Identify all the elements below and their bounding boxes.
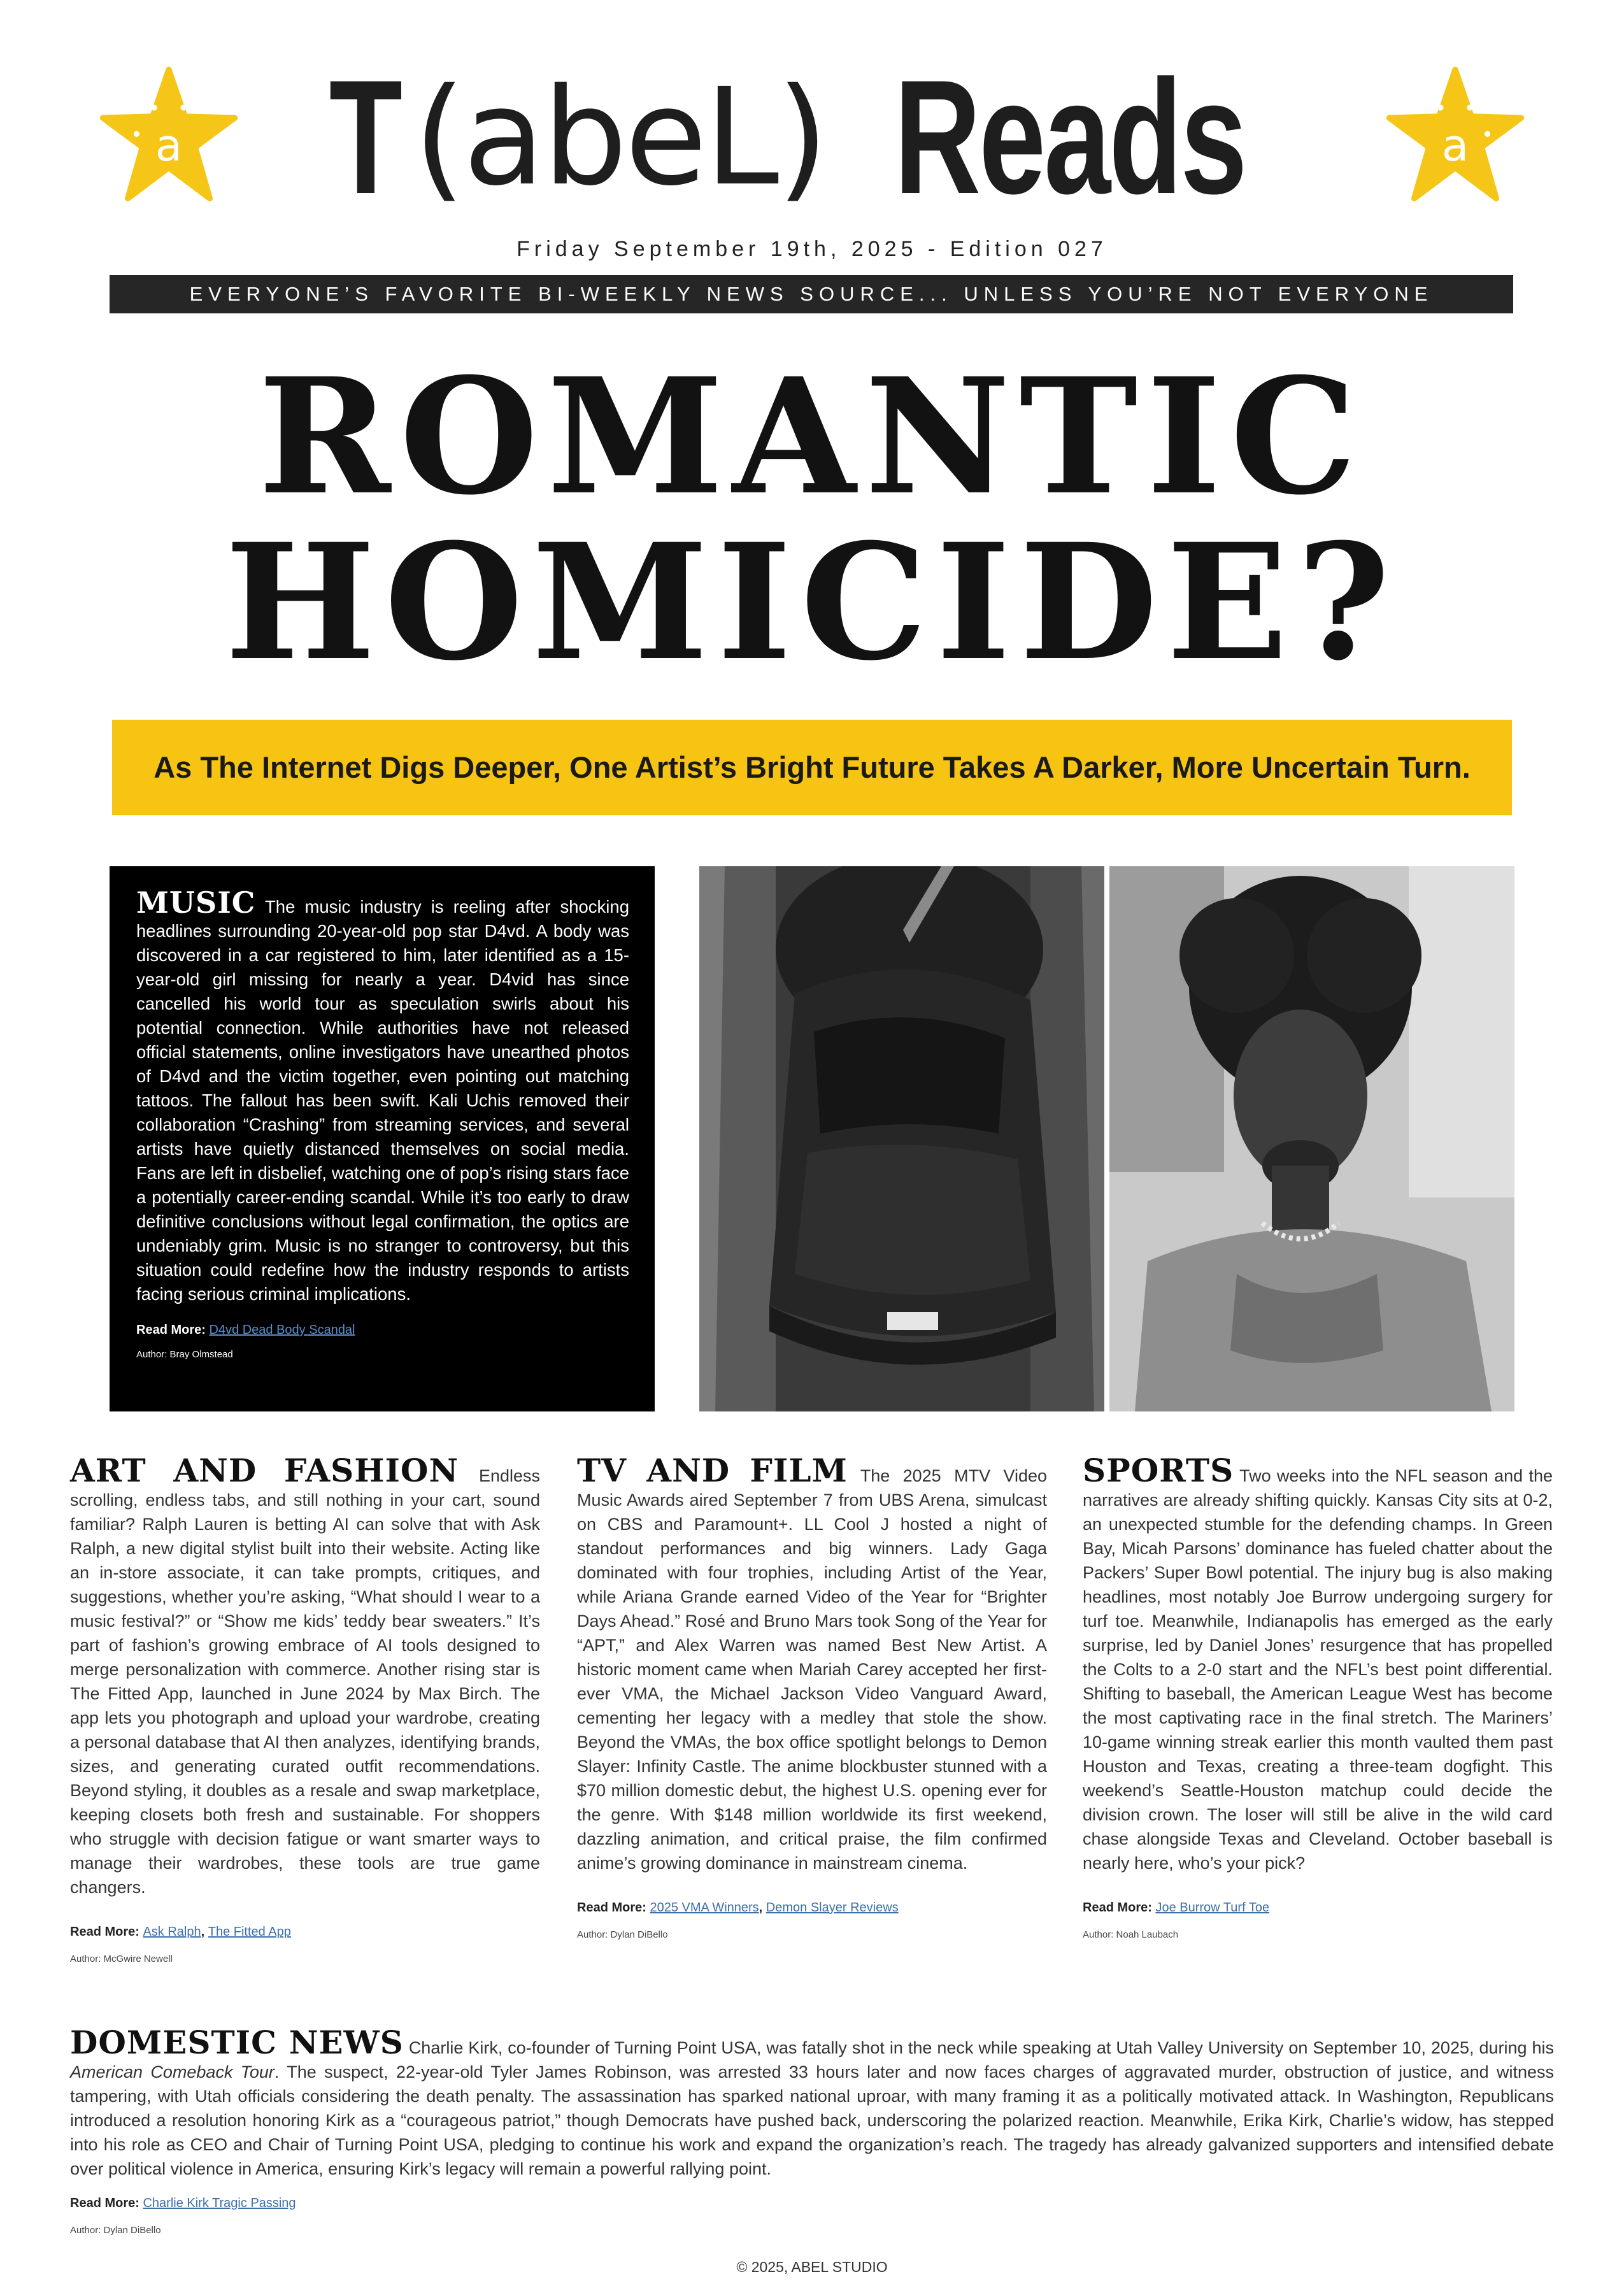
edition-date: Friday September 19th, 2025 - Edition 027 — [516, 237, 1108, 261]
tv-film-article — [577, 1452, 1048, 1940]
car-photo — [699, 866, 1104, 1411]
section-heading-music: MUSIC — [136, 885, 256, 920]
sports-author: Author: Noah Laubach — [1083, 1929, 1179, 1940]
art-fashion-article — [70, 1452, 540, 1964]
sports-article — [1083, 1452, 1553, 1940]
domestic-read-more — [70, 2196, 1554, 2211]
domestic-body-start: Charlie Kirk, co-founder of Turning Point USA, was fatally shot in the neck while speaking at Utah Valley University on September 10, 2025, during his — [408, 2038, 1554, 2057]
star-letter: a — [155, 120, 183, 171]
tv-film-author: Author: Dylan DiBello — [577, 1929, 668, 1940]
music-read-more — [136, 1323, 629, 1338]
link-d4vd-scandal[interactable]: D4vd Dead Body Scandal — [209, 1323, 355, 1337]
sports-body: Two weeks into the NFL season and the narratives are already shifting quickly. Kansas City sits at 0-2, an unexpected stumble for the defending champs. In Green Bay, Micah Parsons’ dominance has fueled chatter about the Packers’ Super Bowl potential. The injury bug is also making headlines, most notably Joe Burrow undergoing surgery for turf toe. Meanwhile, Indianapolis has emerged as the early surprise, led by Daniel Jones’ resurgence that has propelled the Colts to a 2-0 start and the NFL’s best point differential. Shifting to baseball, the American League West has become the most captivating race in the final stretch. The Mariners’ 10-game winning streak earlier this month vaulted them past Houston and Texas, creating a three-team dogfight. This weekend’s Seattle-Houston matchup could decide the division crown. The loser will still be alive in the wild card chase alongside Texas and Cleveland. October baseball is nearly here, who’s your pick? — [1083, 1466, 1553, 1873]
music-article — [110, 866, 655, 1411]
section-heading-domestic: DOMESTIC NEWS — [70, 2024, 404, 2061]
sports-text — [1083, 1452, 1553, 1875]
tv-film-body: The 2025 MTV Video Music Awards aired September 7 from UBS Arena, simulcast on CBS and Paramount+. LL Cool J hosted a night of standout performances and big winners. Lady Gaga dominated with four trophies, including Artist of the Year, while Ariana Grande earned Video of the Year for “Brighter Days Ahead.” Rosé and Bruno Mars took Song of the Year for “APT,” and Alex Warren was named Best New Artist. A historic moment came when Mariah Carey accepted her first-ever VMA, the Michael Jackson Video Vanguard Award, cementing her legacy with a medley that stole the show. Beyond the VMAs, the box office spotlight belongs to Demon Slayer: Infinity Castle. The anime blockbuster stunned with a $70 million domestic debut, the highest U.S. opening ever for the genre. With $148 million worldwide its first weekend, dazzling animation, and critical praise, the film confirmed anime’s growing dominance in mainstream cinema. — [577, 1466, 1048, 1873]
music-author: Author: Bray Olmstead — [136, 1349, 233, 1360]
art-fashion-read-more: Read More: Ask Ralph, The Fitted App — [70, 1925, 291, 1939]
tv-film-read-more: Read More: 2025 VMA Winners, Demon Slayer Reviews — [577, 1901, 899, 1915]
link-ask-ralph[interactable]: Ask Ralph — [143, 1925, 201, 1939]
masthead-title-right: Reads — [894, 46, 1246, 228]
star-letter: a — [1441, 120, 1469, 171]
read-more-label: Read More: — [577, 1901, 646, 1915]
link-joe-burrow[interactable]: Joe Burrow Turf Toe — [1155, 1901, 1270, 1915]
music-body: The music industry is reeling after shocking headlines surrounding 20-year-old pop star D4vd. A body was discovered in a car registered to him, later identified as a 15-year-old girl missing for nearly a year. D4vid has since cancelled his world tour as speculation swirls about his potential connection. While authorities have not released official statements, online investigators have unearthed photos of D4vd and the victim together, even pointing out matching tattoos. The fallout has been swift. Kali Uchis removed their collaboration “Crashing” from streaming services, and several artists have quietly distanced themselves on social media. Fans are left in disbelief, watching one of pop’s rising stars face a potentially career-ending scandal. While it’s too early to draw definitive conclusions without legal confirmation, the optics are undeniably grim. Music is no stranger to controversy, but this situation could redefine how the industry responds to artists facing serious criminal implications. — [136, 897, 629, 1304]
link-fitted-app[interactable]: The Fitted App — [208, 1925, 291, 1939]
link-vma-winners[interactable]: 2025 VMA Winners — [650, 1901, 759, 1915]
read-more-label: Read More: — [70, 2196, 139, 2210]
read-more-label: Read More: — [1083, 1901, 1152, 1915]
headline-line-1: ROMANTIC — [258, 343, 1366, 530]
music-article-text — [136, 885, 629, 1306]
domestic-author: Author: Dylan DiBello — [70, 2225, 161, 2236]
masthead-title-script: (abeL) — [413, 59, 827, 215]
read-more-label: Read More: — [70, 1925, 139, 1939]
star-logo-left-icon — [96, 64, 242, 210]
section-heading-tv-film: TV AND FILM — [577, 1452, 848, 1489]
domestic-text — [70, 2024, 1554, 2181]
art-fashion-body: Endless scrolling, endless tabs, and still nothing in your cart, sound familiar? Ralph Lauren is betting AI can solve that with Ask Ralph, a new digital stylist built into their website. Acting like an in-store associate, it can take prompts, critiques, and suggestions, whether you’re asking, “What should I wear to a music festival?” or “Show me kids’ teddy bear sweaters.” It’s part of fashion’s growing embrace of AI tools designed to merge personalization with commerce. Another rising star is The Fitted App, launched in June 2024 by Max Birch. The app lets you photograph and upload your wardrobe, creating a personal database that AI then analyzes, identifying brands, sizes, and generating curated outfit recommendations. Beyond styling, it doubles as a resale and swap marketplace, keeping closets both fresh and sustainable. For shoppers who struggle with decision fatigue or want smarter ways to manage their wardrobes, these tools are true game changers. — [70, 1466, 540, 1897]
subheadline-banner: As The Internet Digs Deeper, One Artist’s Bright Future Takes A Darker, More Uncertain Turn. — [112, 720, 1512, 815]
domestic-body-end: . The suspect, 22-year-old Tyler James Robinson, was arrested 33 hours later and now faces charges of aggravated murder, obstruction of justice, and witness tampering, with Utah officials considering the death penalty. The assassination has sparked national uproar, with many framing it as a politically motivated attack. In Washington, Republicans introduced a resolution honoring Kirk as a “courageous patriot,” though Democrats have pushed back, underscoring the polarized reaction. Meanwhile, Erika Kirk, Charlie’s widow, has stepped into his role as CEO and Chair of Turning Point USA, pledging to continue his work and expand the organization’s reach. The tragedy has already galvanized supporters and intensified debate over political violence in America, ensuring Kirk’s legacy will remain a powerful rallying point. — [70, 2062, 1554, 2178]
masthead-title-left: T — [329, 46, 401, 228]
domestic-news-article — [70, 2024, 1554, 2236]
art-fashion-text — [70, 1452, 540, 1899]
art-fashion-author: Author: McGwire Newell — [70, 1954, 173, 1964]
domestic-tour-name: American Comeback Tour — [70, 2062, 274, 2082]
link-charlie-kirk[interactable]: Charlie Kirk Tragic Passing — [143, 2196, 296, 2210]
artist-portrait-photo — [1109, 866, 1514, 1411]
copyright-footer: © 2025, ABEL STUDIO — [736, 2259, 888, 2275]
link-demon-slayer-reviews[interactable]: Demon Slayer Reviews — [766, 1901, 899, 1915]
section-heading-art-fashion: ART AND FASHION — [70, 1452, 459, 1489]
star-logo-right-icon — [1382, 64, 1528, 210]
headline-line-2: HOMICIDE? — [225, 508, 1399, 696]
tagline-bar: EVERYONE’S FAVORITE BI-WEEKLY NEWS SOURCE... UNLESS YOU’RE NOT EVERYONE — [110, 275, 1513, 313]
masthead-title — [306, 46, 1318, 228]
sports-read-more — [1083, 1901, 1553, 1915]
read-more-label: Read More: — [136, 1323, 206, 1337]
tv-film-text — [577, 1452, 1048, 1875]
section-heading-sports: SPORTS — [1083, 1452, 1234, 1489]
